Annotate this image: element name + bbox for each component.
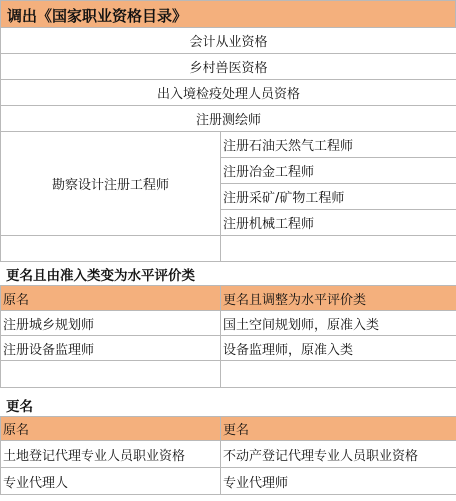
table-cell: 专业代理师: [221, 468, 456, 495]
group-item: 注册机械工程师: [221, 210, 456, 236]
section-title-renamed: 更名: [6, 399, 33, 415]
reclassified-table: [0, 285, 456, 388]
column-header: 更名: [221, 417, 456, 441]
column-header: 原名: [1, 417, 221, 441]
table-cell: 土地登记代理专业人员职业资格: [1, 441, 221, 468]
column-header: 原名: [1, 286, 221, 311]
table-cell: 专业代理人: [1, 468, 221, 495]
title-bar: [0, 0, 456, 28]
group-name: 勘察设计注册工程师: [1, 132, 221, 236]
blank-cell: [221, 236, 456, 262]
table-cell: 注册设备监理师: [1, 336, 221, 361]
table-cell: 设备监理师，原准入类: [221, 336, 456, 361]
blank-cell: [221, 361, 456, 388]
removed-row: 出入境检疫处理人员资格: [1, 80, 456, 106]
column-header: 更名且调整为水平评价类: [221, 286, 456, 311]
table-cell: 不动产登记代理专业人员职业资格: [221, 441, 456, 468]
removed-row: 注册测绘师: [1, 106, 456, 132]
table-cell: 国土空间规划师，原准入类: [221, 311, 456, 336]
removed-row: 乡村兽医资格: [1, 54, 456, 80]
removed-row: 会计从业资格: [1, 28, 456, 54]
removed-table: [0, 27, 456, 262]
blank-cell: [1, 361, 221, 388]
group-item: 注册石油天然气工程师: [221, 132, 456, 158]
group-item: 注册采矿/矿物工程师: [221, 184, 456, 210]
sheet-title: 调出《国家职业资格目录》: [7, 7, 188, 25]
group-item: 注册冶金工程师: [221, 158, 456, 184]
blank-cell: [1, 236, 221, 262]
table-cell: 注册城乡规划师: [1, 311, 221, 336]
renamed-table: [0, 416, 456, 495]
section-title-reclassified: 更名且由准入类变为水平评价类: [6, 268, 195, 284]
